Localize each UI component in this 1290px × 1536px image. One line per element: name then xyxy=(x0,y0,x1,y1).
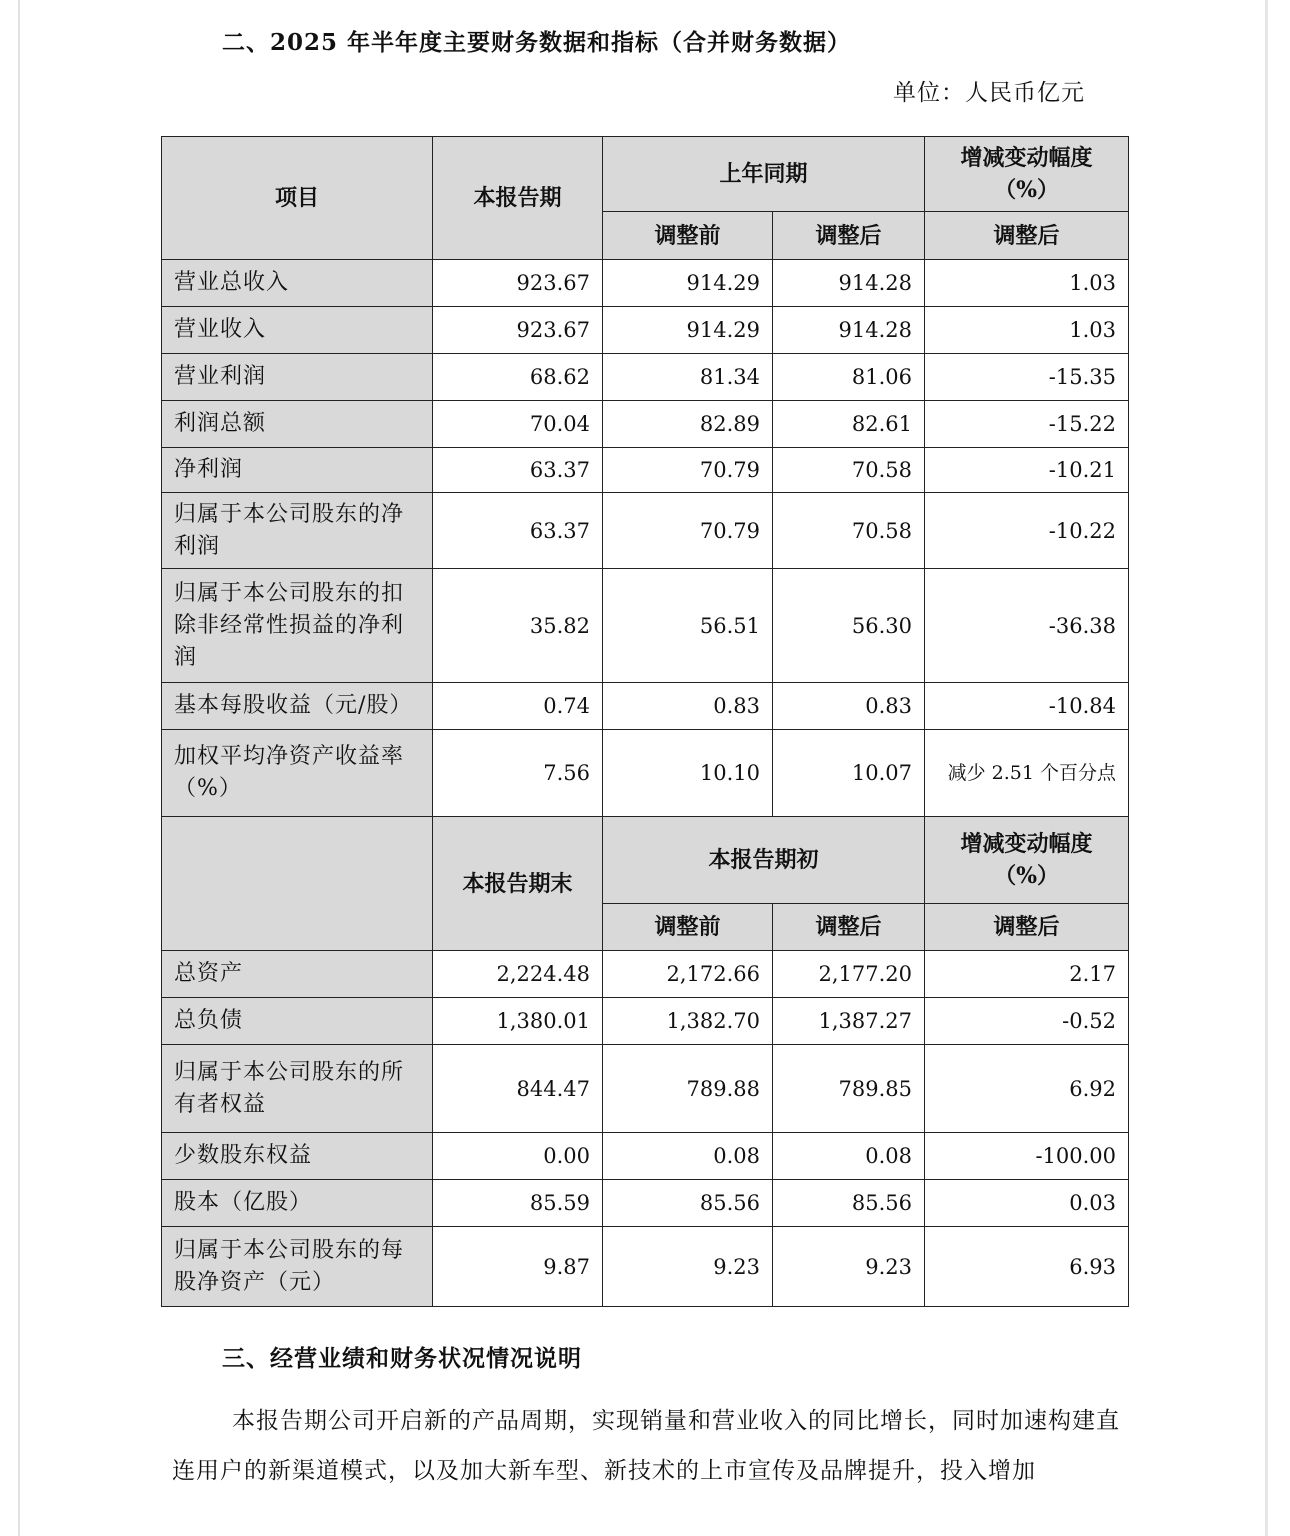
row-label: 利润总额 xyxy=(162,401,433,448)
cell-after: 10.07 xyxy=(773,730,925,817)
cell-after: 1,387.27 xyxy=(773,998,925,1045)
row-label: 少数股东权益 xyxy=(162,1133,433,1180)
header-prior-year: 上年同期 xyxy=(603,137,925,212)
header-period-start: 本报告期初 xyxy=(603,817,925,904)
cell-before: 82.89 xyxy=(603,401,773,448)
cell-after: 0.08 xyxy=(773,1133,925,1180)
unit-label: 单位：人民币亿元 xyxy=(893,80,1085,106)
cell-before: 10.10 xyxy=(603,730,773,817)
table-row xyxy=(162,683,1129,730)
cell-before: 914.29 xyxy=(603,307,773,354)
cell-after: 9.23 xyxy=(773,1227,925,1307)
cell-after: 914.28 xyxy=(773,260,925,307)
table-row xyxy=(162,448,1129,493)
paragraph-1: 本报告期公司开启新的产品周期，实现销量和营业收入的同比增长，同时加速构建直连用户的新渠道模式，以及加大新车型、新技术的上市宣传及品牌提升，投入增加 xyxy=(172,1408,1120,1484)
header-current-period: 本报告期 xyxy=(433,137,603,260)
cell-change: 6.92 xyxy=(925,1045,1129,1133)
row-label: 加权平均净资产收益率（%） xyxy=(162,730,433,817)
cell-current: 68.62 xyxy=(433,354,603,401)
header-change-after-adjustment: 调整后 xyxy=(925,904,1129,951)
table2-header-row-1 xyxy=(162,817,1129,904)
table-row xyxy=(162,1227,1129,1307)
row-label: 总资产 xyxy=(162,951,433,998)
header-after-adjustment: 调整后 xyxy=(773,904,925,951)
cell-after: 70.58 xyxy=(773,493,925,569)
cell-before: 85.56 xyxy=(603,1180,773,1227)
financial-data-table xyxy=(161,136,1129,1307)
cell-current: 844.47 xyxy=(433,1045,603,1133)
row-label: 营业总收入 xyxy=(162,260,433,307)
page-border-right xyxy=(1265,0,1268,1536)
header-change-after-adjustment: 调整后 xyxy=(925,212,1129,260)
header-period-end: 本报告期末 xyxy=(433,817,603,951)
cell-after: 2,177.20 xyxy=(773,951,925,998)
header-item: 项目 xyxy=(162,137,433,260)
cell-change: -10.22 xyxy=(925,493,1129,569)
row-label: 营业利润 xyxy=(162,354,433,401)
row-label: 归属于本公司股东的净利润 xyxy=(162,493,433,569)
header-change-pct: 增减变动幅度（%） xyxy=(925,137,1129,212)
row-label: 总负债 xyxy=(162,998,433,1045)
cell-after: 81.06 xyxy=(773,354,925,401)
cell-before: 56.51 xyxy=(603,569,773,683)
header-after-adjustment: 调整后 xyxy=(773,212,925,260)
cell-change: -100.00 xyxy=(925,1133,1129,1180)
cell-after: 70.58 xyxy=(773,448,925,493)
row-label: 归属于本公司股东的每股净资产（元） xyxy=(162,1227,433,1307)
table-row xyxy=(162,260,1129,307)
cell-current: 0.74 xyxy=(433,683,603,730)
table-row xyxy=(162,1180,1129,1227)
cell-before: 0.83 xyxy=(603,683,773,730)
table-row xyxy=(162,401,1129,448)
header-change-pct: 增减变动幅度（%） xyxy=(925,817,1129,904)
cell-before: 9.23 xyxy=(603,1227,773,1307)
row-label: 股本（亿股） xyxy=(162,1180,433,1227)
cell-current: 9.87 xyxy=(433,1227,603,1307)
cell-before: 0.08 xyxy=(603,1133,773,1180)
section-3-title: 三、经营业绩和财务状况情况说明 xyxy=(222,1345,582,1372)
table-row xyxy=(162,998,1129,1045)
table-row xyxy=(162,569,1129,683)
row-label: 基本每股收益（元/股） xyxy=(162,683,433,730)
cell-current: 1,380.01 xyxy=(433,998,603,1045)
table-row xyxy=(162,1133,1129,1180)
cell-after: 914.28 xyxy=(773,307,925,354)
row-label: 归属于本公司股东的所有者权益 xyxy=(162,1045,433,1133)
header-before-adjustment: 调整前 xyxy=(603,212,773,260)
header-before-adjustment: 调整前 xyxy=(603,904,773,951)
table-row xyxy=(162,730,1129,817)
cell-change: 2.17 xyxy=(925,951,1129,998)
row-label: 净利润 xyxy=(162,448,433,493)
cell-current: 63.37 xyxy=(433,493,603,569)
cell-change: -0.52 xyxy=(925,998,1129,1045)
cell-before: 1,382.70 xyxy=(603,998,773,1045)
cell-current: 85.59 xyxy=(433,1180,603,1227)
cell-after: 789.85 xyxy=(773,1045,925,1133)
page-border-left xyxy=(18,0,20,1536)
cell-after: 56.30 xyxy=(773,569,925,683)
row-label: 归属于本公司股东的扣除非经常性损益的净利润 xyxy=(162,569,433,683)
table-row xyxy=(162,307,1129,354)
cell-current: 70.04 xyxy=(433,401,603,448)
cell-change: 0.03 xyxy=(925,1180,1129,1227)
table-row xyxy=(162,354,1129,401)
cell-current: 35.82 xyxy=(433,569,603,683)
cell-after: 0.83 xyxy=(773,683,925,730)
cell-before: 70.79 xyxy=(603,448,773,493)
cell-change: -15.35 xyxy=(925,354,1129,401)
cell-before: 789.88 xyxy=(603,1045,773,1133)
cell-before: 914.29 xyxy=(603,260,773,307)
cell-current: 923.67 xyxy=(433,307,603,354)
cell-before: 70.79 xyxy=(603,493,773,569)
cell-after: 82.61 xyxy=(773,401,925,448)
cell-before: 2,172.66 xyxy=(603,951,773,998)
header-item-blank xyxy=(162,817,433,951)
cell-current: 923.67 xyxy=(433,260,603,307)
table-row xyxy=(162,1045,1129,1133)
cell-change: -10.21 xyxy=(925,448,1129,493)
cell-current: 2,224.48 xyxy=(433,951,603,998)
table-row xyxy=(162,493,1129,569)
cell-current: 7.56 xyxy=(433,730,603,817)
table1-header-row-1 xyxy=(162,137,1129,212)
section-2-title: 二、2025 年半年度主要财务数据和指标（合并财务数据） xyxy=(222,29,852,56)
cell-change: -10.84 xyxy=(925,683,1129,730)
cell-change: 减少 2.51 个百分点 xyxy=(925,730,1129,817)
cell-change: 6.93 xyxy=(925,1227,1129,1307)
cell-change: -15.22 xyxy=(925,401,1129,448)
row-label: 营业收入 xyxy=(162,307,433,354)
cell-current: 63.37 xyxy=(433,448,603,493)
cell-before: 81.34 xyxy=(603,354,773,401)
cell-change: 1.03 xyxy=(925,260,1129,307)
table-row xyxy=(162,951,1129,998)
cell-after: 85.56 xyxy=(773,1180,925,1227)
cell-change: -36.38 xyxy=(925,569,1129,683)
cell-change: 1.03 xyxy=(925,307,1129,354)
cell-current: 0.00 xyxy=(433,1133,603,1180)
